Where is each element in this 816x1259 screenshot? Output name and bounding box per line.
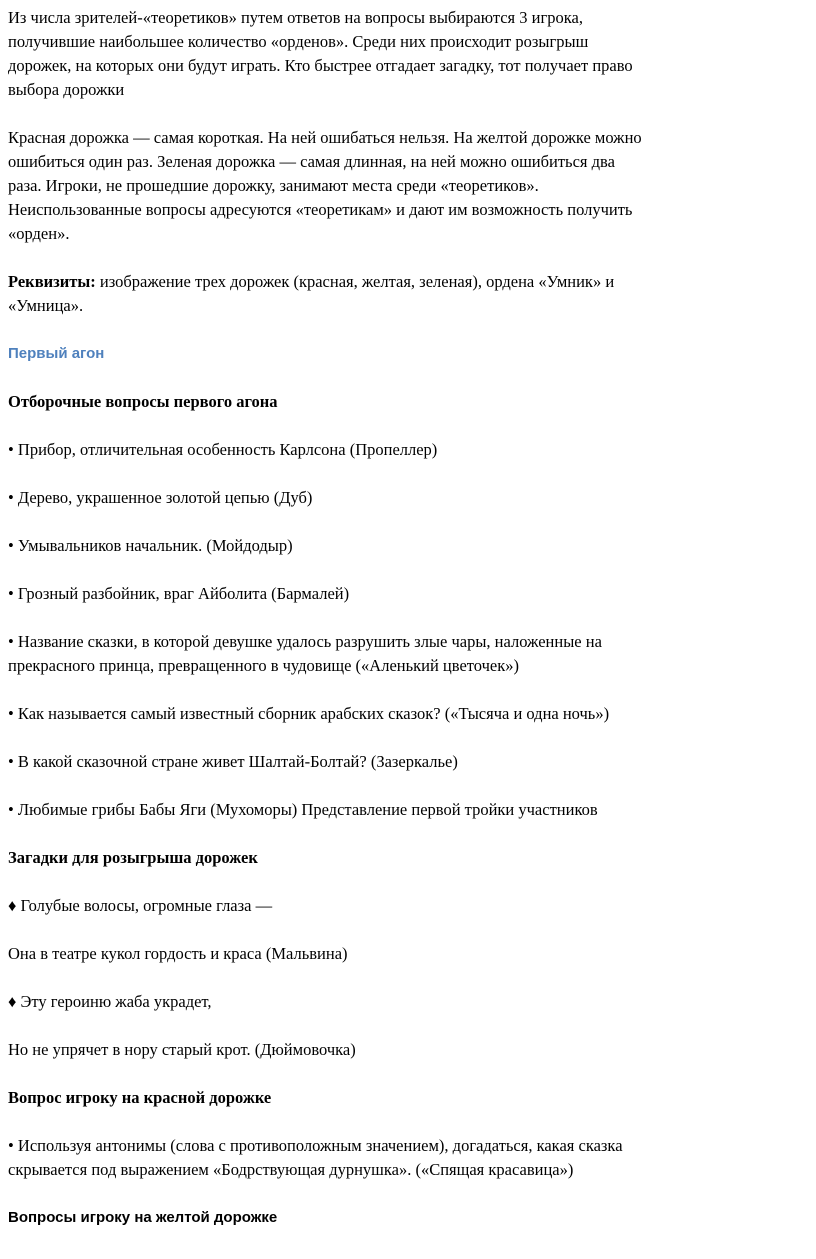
- riddle-line: ♦ Голубые волосы, огромные глаза —: [8, 896, 273, 915]
- red-question-line: скрывается под выражением «Бодрствующая дурнушка». («Спящая красавица»): [8, 1160, 574, 1179]
- rules-line: раза. Игроки, не прошедшие дорожку, занимают места среди «теоретиков».: [8, 176, 539, 195]
- riddle-line: ♦ Эту героиню жаба украдет,: [8, 992, 212, 1011]
- rules-line: Неиспользованные вопросы адресуются «теоретикам» и дают им возможность получить: [8, 200, 633, 219]
- list-item: [8, 630, 802, 678]
- list-item-line: прекрасного принца, превращенного в чудовище («Аленький цветочек»): [8, 656, 519, 675]
- list-item: [8, 438, 802, 462]
- riddle-line: Но не упрячет в нору старый крот. (Дюймовочка): [8, 1040, 356, 1059]
- rules-line: Красная дорожка — самая короткая. На ней ошибаться нельзя. На желтой дорожке можно: [8, 128, 642, 147]
- rules-paragraph: [8, 126, 802, 246]
- props-paragraph: [8, 270, 802, 318]
- list-item-line: • Дерево, украшенное золотой цепью (Дуб): [8, 488, 313, 507]
- list-item-line: • Как называется самый известный сборник арабских сказок? («Тысяча и одна ночь»): [8, 704, 610, 723]
- agon-heading: Первый агон: [8, 345, 105, 362]
- intro-paragraph: [8, 6, 802, 102]
- list-item-line: • Умывальников начальник. (Мойдодыр): [8, 536, 293, 555]
- list-item-line: • Любимые грибы Бабы Яги (Мухоморы) Представление первой тройки участников: [8, 800, 598, 819]
- intro-line: Из числа зрителей-«теоретиков» путем ответов на вопросы выбираются 3 игрока,: [8, 8, 583, 27]
- list-item-line: • Название сказки, в которой девушке удалось разрушить злые чары, наложенные на: [8, 632, 602, 651]
- intro-line: получившие наибольшее количество «орденов». Среди них происходит розыгрыш: [8, 32, 589, 51]
- list-item-line: • Грозный разбойник, враг Айболита (Бармалей): [8, 584, 350, 603]
- rules-line: ошибиться один раз. Зеленая дорожка — самая длинная, на ней можно ошибиться два: [8, 152, 615, 171]
- props-line-1: [8, 270, 802, 294]
- list-item: [8, 702, 802, 726]
- list-item-line: • Прибор, отличительная особенность Карлсона (Пропеллер): [8, 440, 438, 459]
- props-line-2: «Умница».: [8, 296, 84, 315]
- intro-line: выбора дорожки: [8, 80, 125, 99]
- list-item: [8, 750, 802, 774]
- qualifying-heading: Отборочные вопросы первого агона: [8, 392, 278, 411]
- props-text: изображение трех дорожек (красная, желтая, зеленая), ордена «Умник» и: [95, 272, 615, 291]
- riddle-line: Она в театре кукол гордость и краса (Мальвина): [8, 944, 348, 963]
- list-item: [8, 486, 802, 510]
- red-question-paragraph: [8, 1134, 802, 1182]
- list-item: [8, 798, 802, 822]
- yellow-questions-heading: Вопросы игроку на желтой дорожке: [8, 1209, 278, 1226]
- list-item-line: • В какой сказочной стране живет Шалтай-Болтай? (Зазеркалье): [8, 752, 458, 771]
- red-question-line: • Используя антонимы (слова с противоположным значением), догадаться, какая сказка: [8, 1136, 623, 1155]
- rules-line: «орден».: [8, 224, 70, 243]
- list-item: [8, 534, 802, 558]
- riddles-heading: Загадки для розыгрыша дорожек: [8, 848, 258, 867]
- intro-line: дорожек, на которых они будут играть. Кто быстрее отгадает загадку, тот получает право: [8, 56, 633, 75]
- list-item: [8, 582, 802, 606]
- props-label: Реквизиты:: [8, 272, 96, 291]
- red-question-heading: Вопрос игроку на красной дорожке: [8, 1088, 272, 1107]
